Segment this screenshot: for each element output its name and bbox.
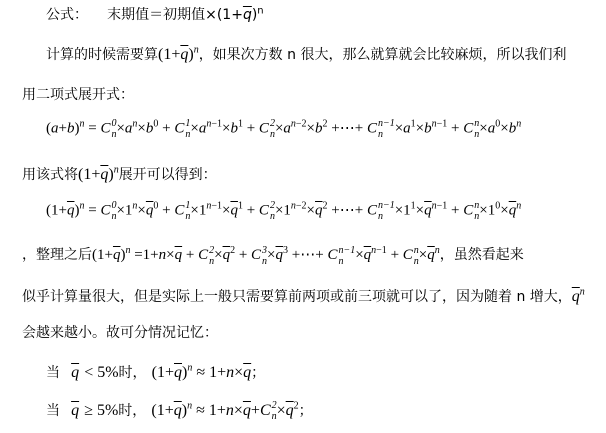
paragraph-line-5: 会越来越小。故可分情况记忆： bbox=[22, 325, 218, 341]
text-segment: 用该式将 bbox=[22, 167, 78, 183]
text-segment: 时， bbox=[118, 365, 147, 381]
case-large-rate: 当 $\overline{q} \ge 5\%$时， $(1+\overline{q})^n \approx 1+n\times\overline{q}+C$ 2 n $\times\overline{q}^2$； bbox=[46, 400, 313, 423]
formula-title-line bbox=[46, 4, 264, 24]
text-segment: 展开可以得到： bbox=[118, 167, 217, 183]
paragraph-line-1 bbox=[46, 44, 566, 64]
text-segment: ，虽然看起来 bbox=[439, 247, 524, 263]
paragraph-line-4: 似乎计算量很大，但是实际上一般只需要算前两项或前三项就可以了，因为随着 n 增大，$\overline{q}^n$ bbox=[22, 286, 585, 305]
text-segment: 当 bbox=[46, 365, 60, 381]
text-segment: ，如果次方数 n 很大，那么就算就会比较麻烦，所以我们利 bbox=[198, 47, 567, 63]
text-segment: 计算的时候需要算 bbox=[46, 47, 158, 63]
text-segment: 当 bbox=[46, 403, 60, 419]
formula-text: 末期值＝初期值$\times(1+\overline{q})^n$ bbox=[107, 5, 264, 23]
condition: ≥ 5% bbox=[84, 402, 119, 419]
text-segment: 时， bbox=[118, 403, 147, 419]
inline-formula: $(1+\overline{q})^n$ bbox=[158, 44, 199, 63]
text-segment: ； bbox=[251, 365, 266, 381]
text-segment: ，整理之后 bbox=[22, 247, 92, 263]
text-segment: ； bbox=[298, 403, 313, 419]
simplified-line: ，整理之后$(1+\overline{q})^n =1+n\times\overline{q} + C$ 2 n $\times\overline{q}^2 + C$ 3 n $\times\overline{q}^3$ +⋯+ C n−1 n $\times\overline{q}^{n-1} + C$ n n $\times\overline{q}^n$，虽然看起来 bbox=[22, 244, 524, 267]
paragraph-line-3: 用该式将$(1+\overline{q})^n$展开可以得到： bbox=[22, 164, 217, 183]
binomial-formula: $(a+b)^n = C$ 0 n $\times a^n\times b^0 + C$ 1 n $\times a^{n-1}\times b^1 + C$ 2 n $\times a^{n-2}\times b^2$ +⋯+ C n−1 n $\times a^1\times b^{n-1} + C$ n n $\times a^0\times b^n$ bbox=[46, 118, 522, 140]
case-small-rate: 当 $\overline{q} < 5\%$时， $(1+\overline{q})^n \approx 1+n\times\overline{q}$； bbox=[46, 362, 266, 381]
expansion-formula: $(1+\overline{q})^n = C$ 0 n $\times 1^n\times\overline{q}^0 + C$ 1 n $\times 1^{n-1}\times\overline{q}^1 + C$ 2 n $\times 1^{n-2}\times\overline{q}^2$ +⋯+ C n−1 n $\times 1^1\times\overline{q}^{n-1} + C$ n n $\times 1^0\times\overline{q}^n$ bbox=[46, 200, 522, 222]
text-segment: 似乎计算量很大，但是实际上一般只需要算前两项或前三项就可以了，因为随着 n 增大， bbox=[22, 289, 572, 305]
formula-label: 公式： bbox=[46, 7, 88, 23]
condition: < 5% bbox=[84, 364, 119, 381]
paragraph-line-2: 用二项式展开式： bbox=[22, 87, 134, 103]
